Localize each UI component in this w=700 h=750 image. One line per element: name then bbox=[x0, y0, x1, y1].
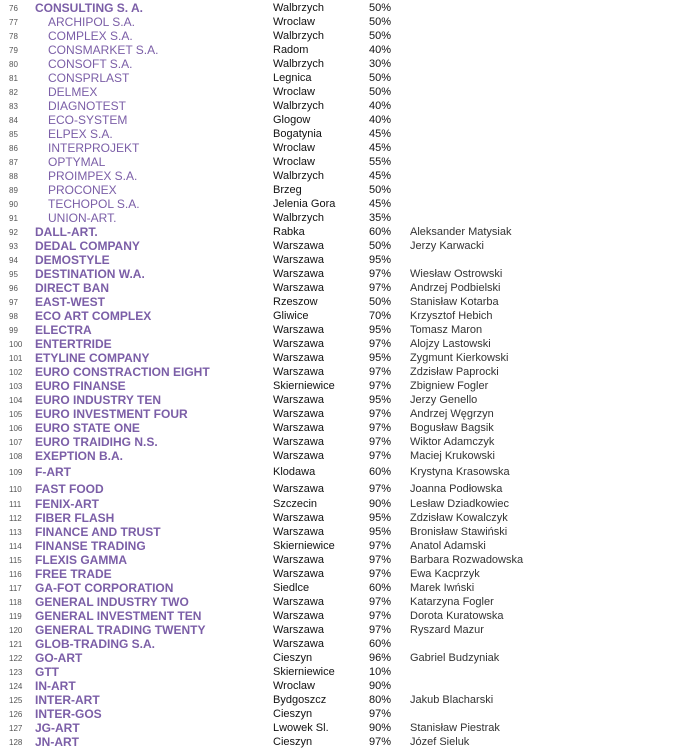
share-percent: 97% bbox=[369, 338, 392, 350]
row-number: 123 bbox=[9, 668, 23, 677]
company-city: Bogatynia bbox=[273, 128, 322, 140]
contact-person: Dorota Kuratowska bbox=[410, 610, 504, 622]
company-city: Warszawa bbox=[273, 254, 324, 266]
contact-person: Bogusław Bagsik bbox=[410, 422, 494, 434]
contact-person: Bronisław Stawiński bbox=[410, 526, 508, 538]
contact-person: Andrzej Węgrzyn bbox=[410, 408, 494, 420]
table-row bbox=[0, 665, 700, 679]
contact-person: Krzysztof Hebich bbox=[410, 310, 493, 322]
share-percent: 95% bbox=[369, 352, 392, 364]
company-name: JG-ART bbox=[35, 721, 80, 735]
contact-person: Aleksander Matysiak bbox=[410, 226, 512, 238]
company-city: Warszawa bbox=[273, 436, 324, 448]
row-number: 126 bbox=[9, 710, 23, 719]
contact-person: Krystyna Krasowska bbox=[410, 466, 510, 478]
company-name: DIAGNOTEST bbox=[48, 99, 127, 113]
table-row bbox=[0, 595, 700, 609]
share-percent: 97% bbox=[369, 624, 392, 636]
row-number: 83 bbox=[9, 102, 18, 111]
share-percent: 97% bbox=[369, 610, 392, 622]
table-row bbox=[0, 679, 700, 693]
contact-person: Tomasz Maron bbox=[410, 324, 483, 336]
contact-person: Lesław Dziadkowiec bbox=[410, 498, 510, 510]
company-name: ECO-SYSTEM bbox=[48, 113, 128, 127]
company-name: PROIMPEX S.A. bbox=[48, 169, 138, 183]
company-city: Skierniewice bbox=[273, 540, 335, 552]
company-name: EURO CONSTRACTION EIGHT bbox=[35, 365, 210, 379]
company-city: Skierniewice bbox=[273, 380, 335, 392]
company-name: ELECTRA bbox=[35, 323, 92, 337]
company-name: FIBER FLASH bbox=[35, 511, 115, 525]
row-number: 94 bbox=[9, 256, 18, 265]
company-name: CONSOFT S.A. bbox=[48, 57, 133, 71]
company-city: Gliwice bbox=[273, 310, 309, 322]
share-percent: 97% bbox=[369, 736, 392, 748]
table-row bbox=[0, 183, 700, 197]
company-city: Walbrzych bbox=[273, 170, 324, 182]
share-percent: 97% bbox=[369, 366, 392, 378]
row-number: 96 bbox=[9, 284, 18, 293]
company-city: Warszawa bbox=[273, 526, 324, 538]
share-percent: 30% bbox=[369, 58, 392, 70]
contact-person: Jakub Blacharski bbox=[410, 694, 494, 706]
contact-person: Zdzisław Paprocki bbox=[410, 366, 499, 378]
share-percent: 35% bbox=[369, 212, 392, 224]
table-row bbox=[0, 637, 700, 651]
company-name: FINANCE AND TRUST bbox=[35, 525, 161, 539]
share-percent: 95% bbox=[369, 254, 392, 266]
table-row bbox=[0, 511, 700, 525]
share-percent: 97% bbox=[369, 596, 392, 608]
company-name: GLOB-TRADING S.A. bbox=[35, 637, 155, 651]
share-percent: 80% bbox=[369, 694, 392, 706]
contact-person: Alojzy Lastowski bbox=[410, 338, 491, 350]
table-row bbox=[0, 421, 700, 435]
contact-person: Jerzy Karwacki bbox=[410, 240, 484, 252]
row-number: 103 bbox=[9, 382, 23, 391]
share-percent: 70% bbox=[369, 310, 392, 322]
company-name: COMPLEX S.A. bbox=[48, 29, 133, 43]
row-number: 80 bbox=[9, 60, 18, 69]
table-row bbox=[0, 15, 700, 29]
share-percent: 96% bbox=[369, 652, 392, 664]
share-percent: 45% bbox=[369, 170, 392, 182]
company-name: DELMEX bbox=[48, 85, 98, 99]
company-city: Szczecin bbox=[273, 498, 318, 510]
share-percent: 50% bbox=[369, 184, 392, 196]
share-percent: 40% bbox=[369, 114, 392, 126]
row-number: 100 bbox=[9, 340, 23, 349]
company-city: Warszawa bbox=[273, 554, 324, 566]
contact-person: Stanisław Piestrak bbox=[410, 722, 500, 734]
table-row bbox=[0, 141, 700, 155]
row-number: 85 bbox=[9, 130, 18, 139]
row-number: 125 bbox=[9, 696, 23, 705]
company-name: EXEPTION B.A. bbox=[35, 449, 124, 463]
row-number: 89 bbox=[9, 186, 18, 195]
company-name: TECHOPOL S.A. bbox=[48, 197, 140, 211]
table-row bbox=[0, 721, 700, 735]
company-name: FREE TRADE bbox=[35, 567, 112, 581]
company-name: FENIX-ART bbox=[35, 497, 99, 511]
row-number: 116 bbox=[9, 570, 22, 579]
company-city: Wroclaw bbox=[273, 86, 315, 98]
row-number: 84 bbox=[9, 116, 18, 125]
contact-person: Wiktor Adamczyk bbox=[410, 436, 495, 448]
share-percent: 95% bbox=[369, 394, 392, 406]
table-row bbox=[0, 281, 700, 295]
company-city: Radom bbox=[273, 44, 309, 56]
company-city: Warszawa bbox=[273, 408, 324, 420]
contact-person: Maciej Krukowski bbox=[410, 450, 495, 462]
company-city: Warszawa bbox=[273, 240, 324, 252]
row-number: 77 bbox=[9, 18, 18, 27]
share-percent: 97% bbox=[369, 408, 392, 420]
company-name: ECO ART COMPLEX bbox=[35, 309, 152, 323]
company-city: Walbrzych bbox=[273, 58, 324, 70]
share-percent: 97% bbox=[369, 568, 392, 580]
table-row bbox=[0, 707, 700, 721]
company-city: Brzeg bbox=[273, 184, 302, 196]
table-row bbox=[0, 581, 700, 595]
company-city: Skierniewice bbox=[273, 666, 335, 678]
company-name: GTT bbox=[35, 665, 59, 679]
company-name: DIRECT BAN bbox=[35, 281, 109, 295]
company-name: GENERAL INDUSTRY TWO bbox=[35, 595, 189, 609]
company-name: F-ART bbox=[35, 465, 71, 479]
share-percent: 97% bbox=[369, 708, 392, 720]
contact-person: Zdzisław Kowalczyk bbox=[410, 512, 508, 524]
share-percent: 60% bbox=[369, 466, 392, 478]
company-name: CONSMARKET S.A. bbox=[48, 43, 159, 57]
row-number: 119 bbox=[9, 612, 22, 621]
company-city: Warszawa bbox=[273, 450, 324, 462]
share-percent: 50% bbox=[369, 2, 392, 14]
row-number: 127 bbox=[9, 724, 23, 733]
table-row bbox=[0, 553, 700, 567]
contact-person: Stanisław Kotarba bbox=[410, 296, 499, 308]
table-row bbox=[0, 497, 700, 511]
row-number: 98 bbox=[9, 312, 18, 321]
share-percent: 97% bbox=[369, 422, 392, 434]
company-city: Warszawa bbox=[273, 352, 324, 364]
table-row bbox=[0, 1, 700, 15]
table-row bbox=[0, 85, 700, 99]
company-name: ETYLINE COMPANY bbox=[35, 351, 150, 365]
row-number: 93 bbox=[9, 242, 18, 251]
share-percent: 50% bbox=[369, 72, 392, 84]
company-name: EURO INVESTMENT FOUR bbox=[35, 407, 188, 421]
share-percent: 60% bbox=[369, 638, 392, 650]
table-row bbox=[0, 465, 700, 479]
row-number: 121 bbox=[9, 640, 23, 649]
table-row bbox=[0, 609, 700, 623]
company-city: Bydgoszcz bbox=[273, 694, 327, 706]
table-row bbox=[0, 482, 700, 496]
contact-person: Marek Iwński bbox=[410, 582, 475, 594]
row-number: 76 bbox=[9, 4, 18, 13]
company-name: EURO STATE ONE bbox=[35, 421, 140, 435]
share-percent: 40% bbox=[369, 44, 392, 56]
company-name: INTER-GOS bbox=[35, 707, 102, 721]
table-row bbox=[0, 525, 700, 539]
company-city: Warszawa bbox=[273, 483, 324, 495]
share-percent: 97% bbox=[369, 436, 392, 448]
share-percent: 97% bbox=[369, 450, 392, 462]
share-percent: 45% bbox=[369, 128, 392, 140]
table-row bbox=[0, 449, 700, 463]
company-city: Wroclaw bbox=[273, 142, 315, 154]
table-row bbox=[0, 351, 700, 365]
share-percent: 97% bbox=[369, 282, 392, 294]
company-city: Warszawa bbox=[273, 610, 324, 622]
company-name: FLEXIS GAMMA bbox=[35, 553, 127, 567]
row-number: 118 bbox=[9, 598, 22, 607]
table-row bbox=[0, 211, 700, 225]
company-city: Cieszyn bbox=[273, 708, 313, 720]
share-percent: 10% bbox=[369, 666, 392, 678]
company-name: FINANSE TRADING bbox=[35, 539, 146, 553]
contact-person: Jerzy Genello bbox=[410, 394, 478, 406]
table-row bbox=[0, 113, 700, 127]
company-name: DEMOSTYLE bbox=[35, 253, 110, 267]
row-number: 120 bbox=[9, 626, 23, 635]
company-city: Siedlce bbox=[273, 582, 310, 594]
company-name: EURO FINANSE bbox=[35, 379, 126, 393]
contact-person: Andrzej Podbielski bbox=[410, 282, 501, 294]
table-row bbox=[0, 407, 700, 421]
row-number: 109 bbox=[9, 468, 23, 477]
table-row bbox=[0, 169, 700, 183]
table-row bbox=[0, 435, 700, 449]
share-percent: 90% bbox=[369, 722, 392, 734]
row-number: 114 bbox=[9, 542, 22, 551]
row-number: 99 bbox=[9, 326, 18, 335]
row-number: 105 bbox=[9, 410, 23, 419]
table-row bbox=[0, 379, 700, 393]
row-number: 78 bbox=[9, 32, 18, 41]
table-row bbox=[0, 253, 700, 267]
company-name: GA-FOT CORPORATION bbox=[35, 581, 174, 595]
contact-person: Katarzyna Fogler bbox=[410, 596, 494, 608]
company-name: DALL-ART. bbox=[35, 225, 98, 239]
company-name: DESTINATION W.A. bbox=[35, 267, 145, 281]
company-name: GO-ART bbox=[35, 651, 83, 665]
share-percent: 95% bbox=[369, 526, 392, 538]
share-percent: 50% bbox=[369, 240, 392, 252]
company-city: Wroclaw bbox=[273, 680, 315, 692]
row-number: 112 bbox=[9, 514, 22, 523]
table-row bbox=[0, 323, 700, 337]
row-number: 117 bbox=[9, 584, 22, 593]
company-name: DEDAL COMPANY bbox=[35, 239, 140, 253]
company-name: ENTERTRIDE bbox=[35, 337, 112, 351]
table-row bbox=[0, 295, 700, 309]
share-percent: 90% bbox=[369, 680, 392, 692]
company-name: EURO TRAIDIHG N.S. bbox=[35, 435, 158, 449]
table-row bbox=[0, 155, 700, 169]
table-row bbox=[0, 57, 700, 71]
company-city: Warszawa bbox=[273, 638, 324, 650]
share-percent: 95% bbox=[369, 324, 392, 336]
table-row bbox=[0, 539, 700, 553]
share-percent: 60% bbox=[369, 582, 392, 594]
share-percent: 97% bbox=[369, 554, 392, 566]
company-name: UNION-ART. bbox=[48, 211, 117, 225]
share-percent: 97% bbox=[369, 483, 392, 495]
table-row bbox=[0, 735, 700, 749]
company-city: Cieszyn bbox=[273, 652, 313, 664]
table-row bbox=[0, 71, 700, 85]
table-row bbox=[0, 127, 700, 141]
company-city: Warszawa bbox=[273, 512, 324, 524]
company-city: Klodawa bbox=[273, 466, 316, 478]
row-number: 92 bbox=[9, 228, 18, 237]
company-city: Warszawa bbox=[273, 596, 324, 608]
company-city: Jelenia Gora bbox=[273, 198, 336, 210]
row-number: 81 bbox=[9, 74, 18, 83]
company-city: Warszawa bbox=[273, 338, 324, 350]
company-city: Warszawa bbox=[273, 568, 324, 580]
row-number: 95 bbox=[9, 270, 18, 279]
company-city: Legnica bbox=[273, 72, 312, 84]
share-percent: 97% bbox=[369, 268, 392, 280]
row-number: 115 bbox=[9, 556, 22, 565]
contact-person: Józef Sieluk bbox=[410, 736, 470, 748]
table-row bbox=[0, 693, 700, 707]
row-number: 97 bbox=[9, 298, 18, 307]
table-row bbox=[0, 99, 700, 113]
row-number: 86 bbox=[9, 144, 18, 153]
company-name: JN-ART bbox=[35, 735, 79, 749]
contact-person: Zygmunt Kierkowski bbox=[410, 352, 509, 364]
share-percent: 97% bbox=[369, 380, 392, 392]
row-number: 128 bbox=[9, 738, 23, 747]
company-city: Walbrzych bbox=[273, 100, 324, 112]
row-number: 124 bbox=[9, 682, 23, 691]
row-number: 88 bbox=[9, 172, 18, 181]
table-row bbox=[0, 267, 700, 281]
company-city: Lwowek Sl. bbox=[273, 722, 329, 734]
share-percent: 50% bbox=[369, 296, 392, 308]
company-name: EAST-WEST bbox=[35, 295, 106, 309]
contact-person: Wiesław Ostrowski bbox=[410, 268, 503, 280]
company-city: Warszawa bbox=[273, 366, 324, 378]
company-name: INTER-ART bbox=[35, 693, 100, 707]
share-percent: 95% bbox=[369, 512, 392, 524]
table-row bbox=[0, 623, 700, 637]
row-number: 111 bbox=[9, 500, 22, 509]
share-percent: 45% bbox=[369, 198, 392, 210]
row-number: 104 bbox=[9, 396, 23, 405]
table-row bbox=[0, 29, 700, 43]
row-number: 110 bbox=[9, 485, 22, 494]
row-number: 122 bbox=[9, 654, 23, 663]
row-number: 79 bbox=[9, 46, 18, 55]
share-percent: 50% bbox=[369, 30, 392, 42]
company-city: Rabka bbox=[273, 226, 305, 238]
company-name: CONSULTING S. A. bbox=[35, 1, 143, 15]
company-city: Walbrzych bbox=[273, 2, 324, 14]
row-number: 107 bbox=[9, 438, 23, 447]
company-city: Wroclaw bbox=[273, 16, 315, 28]
row-number: 90 bbox=[9, 200, 18, 209]
contact-person: Zbigniew Fogler bbox=[410, 380, 489, 392]
company-city: Glogow bbox=[273, 114, 311, 126]
company-name: FAST FOOD bbox=[35, 482, 104, 496]
company-city: Warszawa bbox=[273, 268, 324, 280]
contact-person: Anatol Adamski bbox=[410, 540, 486, 552]
company-name: IN-ART bbox=[35, 679, 76, 693]
company-name: OPTYMAL bbox=[48, 155, 106, 169]
table-row bbox=[0, 225, 700, 239]
share-percent: 97% bbox=[369, 540, 392, 552]
row-number: 102 bbox=[9, 368, 23, 377]
table-row bbox=[0, 365, 700, 379]
company-city: Warszawa bbox=[273, 282, 324, 294]
row-number: 113 bbox=[9, 528, 22, 537]
company-name: GENERAL TRADING TWENTY bbox=[35, 623, 206, 637]
table-row bbox=[0, 567, 700, 581]
company-city: Cieszyn bbox=[273, 736, 313, 748]
row-number: 82 bbox=[9, 88, 18, 97]
table-row bbox=[0, 337, 700, 351]
company-city: Warszawa bbox=[273, 394, 324, 406]
table-row bbox=[0, 651, 700, 665]
contact-person: Ewa Kacprzyk bbox=[410, 568, 480, 580]
company-name: PROCONEX bbox=[48, 183, 117, 197]
share-percent: 55% bbox=[369, 156, 392, 168]
company-city: Walbrzych bbox=[273, 30, 324, 42]
share-percent: 40% bbox=[369, 100, 392, 112]
company-name: CONSPRLAST bbox=[48, 71, 130, 85]
table-row bbox=[0, 197, 700, 211]
company-name: GENERAL INVESTMENT TEN bbox=[35, 609, 202, 623]
company-city: Warszawa bbox=[273, 324, 324, 336]
share-percent: 90% bbox=[369, 498, 392, 510]
row-number: 106 bbox=[9, 424, 23, 433]
company-city: Walbrzych bbox=[273, 212, 324, 224]
company-name: EURO INDUSTRY TEN bbox=[35, 393, 162, 407]
contact-person: Barbara Rozwadowska bbox=[410, 554, 524, 566]
table-row bbox=[0, 239, 700, 253]
share-percent: 50% bbox=[369, 86, 392, 98]
row-number: 91 bbox=[9, 214, 18, 223]
company-name: ELPEX S.A. bbox=[48, 127, 113, 141]
contact-person: Ryszard Mazur bbox=[410, 624, 484, 636]
row-number: 87 bbox=[9, 158, 18, 167]
company-city: Wroclaw bbox=[273, 156, 315, 168]
contact-person: Joanna Podłowska bbox=[410, 483, 503, 495]
table-row bbox=[0, 43, 700, 57]
table-row bbox=[0, 393, 700, 407]
share-percent: 45% bbox=[369, 142, 392, 154]
table-row bbox=[0, 309, 700, 323]
company-city: Rzeszow bbox=[273, 296, 318, 308]
company-name: INTERPROJEKT bbox=[48, 141, 140, 155]
row-number: 101 bbox=[9, 354, 23, 363]
share-percent: 50% bbox=[369, 16, 392, 28]
company-name: ARCHIPOL S.A. bbox=[48, 15, 135, 29]
share-percent: 60% bbox=[369, 226, 392, 238]
company-city: Warszawa bbox=[273, 624, 324, 636]
contact-person: Gabriel Budzyniak bbox=[410, 652, 500, 664]
row-number: 108 bbox=[9, 452, 23, 461]
company-city: Warszawa bbox=[273, 422, 324, 434]
